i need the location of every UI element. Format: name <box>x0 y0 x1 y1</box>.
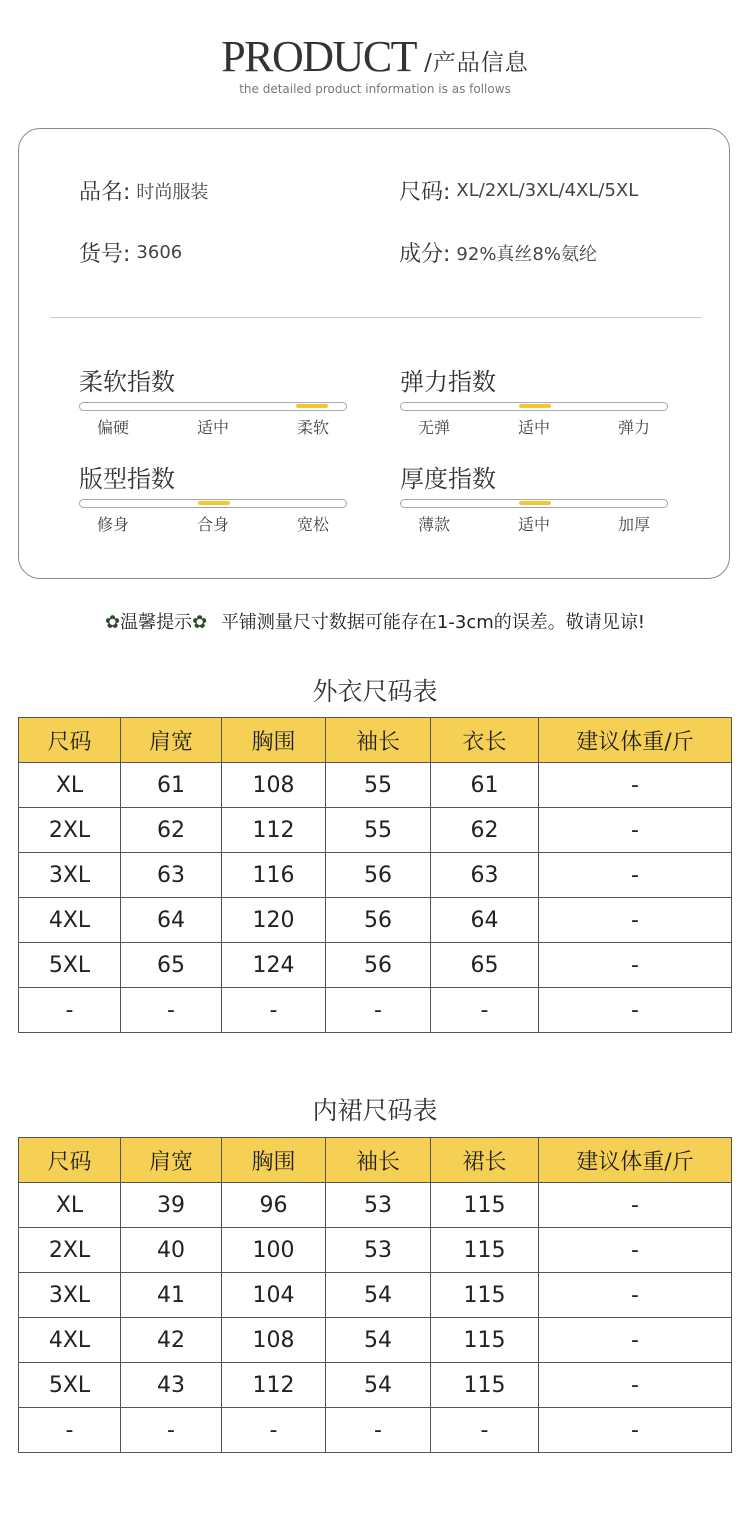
metric-bar <box>79 499 347 508</box>
table-cell: - <box>326 1408 431 1453</box>
info-name <box>79 175 208 206</box>
table-row <box>19 853 732 898</box>
info-code <box>79 237 182 268</box>
column-header: 建议体重/斤 <box>539 1138 732 1183</box>
table-row <box>19 1228 732 1273</box>
header-subtitle: the detailed product information is as follows <box>239 82 511 96</box>
table-row <box>19 988 732 1033</box>
table-cell: 120 <box>222 898 326 943</box>
table-cell: 62 <box>121 808 222 853</box>
table-row <box>19 1183 732 1228</box>
metric-option: 宽松 <box>296 515 329 534</box>
table-row <box>19 943 732 988</box>
table-cell: 108 <box>222 1318 326 1363</box>
table-cell: 115 <box>431 1183 539 1228</box>
metric-bar-indicator <box>296 404 328 408</box>
table-cell: - <box>121 1408 222 1453</box>
metric-bar <box>400 499 668 508</box>
table-cell: 112 <box>222 1363 326 1408</box>
table-cell: - <box>19 1408 121 1453</box>
table-cell: - <box>539 1273 732 1318</box>
dress-size-table <box>18 1137 732 1453</box>
info-name-value: 时尚服装 <box>136 181 209 203</box>
table-cell: 115 <box>431 1273 539 1318</box>
table-cell: - <box>19 988 121 1033</box>
metric-option: 适中 <box>517 418 550 437</box>
table-cell: - <box>431 1408 539 1453</box>
table-cell: - <box>431 988 539 1033</box>
tip-text: 平铺测量尺寸数据可能存在1-3cm的误差。敬请见谅! <box>220 612 645 633</box>
table-cell: 43 <box>121 1363 222 1408</box>
table-cell: 64 <box>431 898 539 943</box>
table-cell: - <box>222 988 326 1033</box>
table-cell: 56 <box>326 898 431 943</box>
metric-option: 偏硬 <box>97 418 130 437</box>
table-cell: 63 <box>121 853 222 898</box>
table-cell: 61 <box>121 763 222 808</box>
metric-option: 柔软 <box>296 418 329 437</box>
table-cell: - <box>539 1228 732 1273</box>
table-cell: 104 <box>222 1273 326 1318</box>
table-cell: 56 <box>326 853 431 898</box>
column-header: 肩宽 <box>121 1138 222 1183</box>
table-cell: 115 <box>431 1318 539 1363</box>
table-cell: 100 <box>222 1228 326 1273</box>
metric-title: 厚度指数 <box>400 465 496 493</box>
table-row <box>19 1318 732 1363</box>
table-cell: XL <box>19 763 121 808</box>
table-cell: 53 <box>326 1183 431 1228</box>
metric-option: 弹力 <box>617 418 650 437</box>
table-cell: 65 <box>121 943 222 988</box>
column-header: 胸围 <box>222 1138 326 1183</box>
table-cell: - <box>539 853 732 898</box>
table-cell: 4XL <box>19 898 121 943</box>
header-title-row <box>0 26 750 80</box>
table-cell: - <box>539 898 732 943</box>
info-material <box>399 237 597 268</box>
table-cell: 64 <box>121 898 222 943</box>
column-header: 衣长 <box>431 718 539 763</box>
metric-bar <box>79 402 347 411</box>
table-cell: 53 <box>326 1228 431 1273</box>
table-cell: 54 <box>326 1273 431 1318</box>
table-cell: - <box>539 1408 732 1453</box>
table-cell: - <box>539 1183 732 1228</box>
table-cell: 5XL <box>19 943 121 988</box>
table-cell: 40 <box>121 1228 222 1273</box>
table-cell: 2XL <box>19 808 121 853</box>
table-cell: 4XL <box>19 1318 121 1363</box>
table-cell: 3XL <box>19 853 121 898</box>
table-cell: - <box>539 943 732 988</box>
title-cn: /产品信息 <box>424 50 529 76</box>
metric-bar-indicator <box>198 501 230 505</box>
table-header-row <box>19 1138 732 1183</box>
dress-table-title: 内裙尺码表 <box>312 1096 438 1125</box>
metric-option: 加厚 <box>617 515 650 534</box>
card-divider <box>51 317 701 318</box>
table-cell: 116 <box>222 853 326 898</box>
column-header: 肩宽 <box>121 718 222 763</box>
table-cell: 54 <box>326 1318 431 1363</box>
metric-option: 合身 <box>196 515 229 534</box>
info-size-label: 尺码: <box>399 180 451 205</box>
metric-bar-indicator <box>519 404 551 408</box>
tip-label: 温馨提示 <box>120 612 193 633</box>
column-header: 袖长 <box>326 1138 431 1183</box>
metric-option: 薄款 <box>418 515 451 534</box>
metric-title: 柔软指数 <box>79 368 175 396</box>
table-cell: 62 <box>431 808 539 853</box>
metric-title: 弹力指数 <box>400 368 496 396</box>
table-row <box>19 1363 732 1408</box>
column-header: 胸围 <box>222 718 326 763</box>
table-cell: 39 <box>121 1183 222 1228</box>
table-cell: 96 <box>222 1183 326 1228</box>
table-cell: 42 <box>121 1318 222 1363</box>
metric-fit <box>79 463 347 535</box>
table-cell: 112 <box>222 808 326 853</box>
table-cell: - <box>539 1363 732 1408</box>
table-cell: - <box>121 988 222 1033</box>
table-cell: 115 <box>431 1363 539 1408</box>
table-row <box>19 808 732 853</box>
table-row <box>19 898 732 943</box>
metric-option: 适中 <box>196 418 229 437</box>
info-name-label: 品名: <box>79 180 131 205</box>
metric-option: 修身 <box>97 515 130 534</box>
table-cell: 63 <box>431 853 539 898</box>
table-cell: 115 <box>431 1228 539 1273</box>
table-cell: 55 <box>326 808 431 853</box>
table-cell: - <box>539 808 732 853</box>
table-cell: 61 <box>431 763 539 808</box>
metric-elasticity <box>400 366 668 438</box>
column-header: 尺码 <box>19 718 121 763</box>
table-cell: 41 <box>121 1273 222 1318</box>
info-size-value: XL/2XL/3XL/4XL/5XL <box>456 180 639 201</box>
outerwear-table-title: 外衣尺码表 <box>312 677 438 706</box>
table-cell: 54 <box>326 1363 431 1408</box>
metric-thickness <box>400 463 668 535</box>
info-material-value: 92%真丝8%氨纶 <box>456 243 597 265</box>
measurement-tip <box>0 608 750 634</box>
product-info-card <box>18 128 730 579</box>
table-cell: 124 <box>222 943 326 988</box>
table-cell: 2XL <box>19 1228 121 1273</box>
metric-bar <box>400 402 668 411</box>
info-material-label: 成分: <box>399 242 451 267</box>
flower-icon: ✿ <box>105 612 121 633</box>
table-row <box>19 1273 732 1318</box>
table-cell: 65 <box>431 943 539 988</box>
metric-option: 适中 <box>517 515 550 534</box>
table-cell: 108 <box>222 763 326 808</box>
table-row <box>19 1408 732 1453</box>
info-code-label: 货号: <box>79 242 131 267</box>
table-cell: XL <box>19 1183 121 1228</box>
title-en: PRODUCT <box>221 32 417 81</box>
column-header: 袖长 <box>326 718 431 763</box>
metric-softness <box>79 366 347 438</box>
column-header: 裙长 <box>431 1138 539 1183</box>
outerwear-size-table <box>18 717 732 1033</box>
table-cell: 56 <box>326 943 431 988</box>
info-size <box>399 175 638 206</box>
table-row <box>19 763 732 808</box>
metric-title: 版型指数 <box>79 465 175 493</box>
table-header-row <box>19 718 732 763</box>
table-cell: - <box>539 1318 732 1363</box>
table-cell: 55 <box>326 763 431 808</box>
table-cell: - <box>539 988 732 1033</box>
page-header <box>0 26 750 96</box>
flower-icon: ✿ <box>192 612 208 633</box>
table-cell: 3XL <box>19 1273 121 1318</box>
metric-option: 无弹 <box>418 418 451 437</box>
table-cell: - <box>539 763 732 808</box>
column-header: 建议体重/斤 <box>539 718 732 763</box>
column-header: 尺码 <box>19 1138 121 1183</box>
table-cell: - <box>222 1408 326 1453</box>
table-cell: 5XL <box>19 1363 121 1408</box>
metric-bar-indicator <box>519 501 551 505</box>
table-cell: - <box>326 988 431 1033</box>
info-code-value: 3606 <box>136 242 183 263</box>
